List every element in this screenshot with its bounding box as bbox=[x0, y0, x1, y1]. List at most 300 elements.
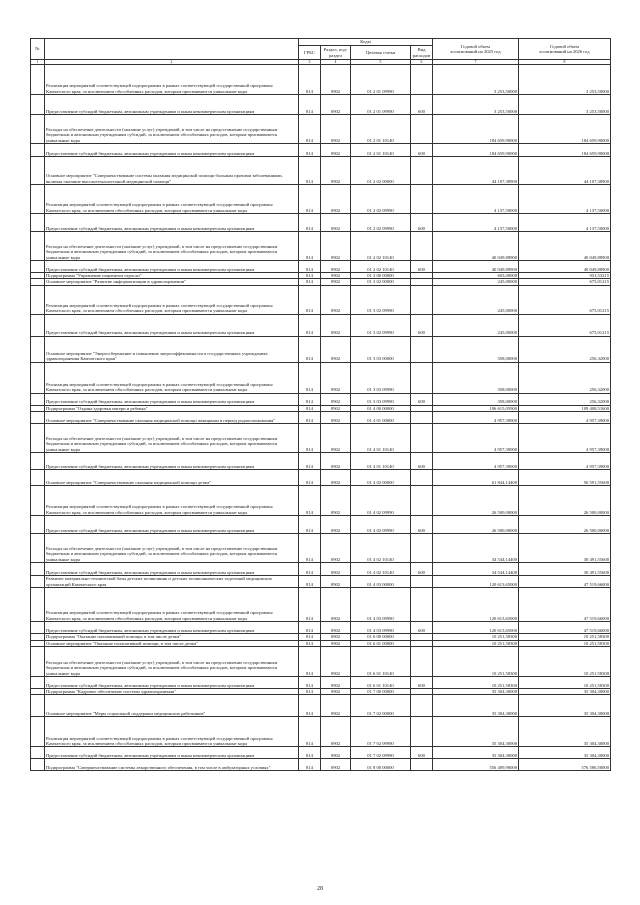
row-volume-2025-cell: 120 613,65000 bbox=[433, 576, 519, 588]
row-number-cell bbox=[31, 759, 45, 771]
row-vr-cell bbox=[411, 588, 433, 622]
row-razdel-cell: 0902 bbox=[321, 677, 351, 689]
row-grbs-cell: 814 bbox=[299, 470, 321, 486]
row-volume-2026-cell: 256,32000 bbox=[519, 362, 611, 393]
row-name-cell: Подпрограмма "Совершенствование системы лекарственного обеспечения, в том числе в амбулаторных условиях" bbox=[45, 759, 299, 771]
row-grbs-cell: 814 bbox=[299, 279, 321, 285]
row-razdel-cell: 0902 bbox=[321, 273, 351, 279]
row-vr-cell bbox=[411, 185, 433, 214]
row-name-cell: Предоставление субсидий бюджетным, автономным учреждениям и иным некоммерческим организациям bbox=[45, 622, 299, 634]
header-razdel: Раздел, под- раздел bbox=[321, 46, 351, 60]
column-index: 5 bbox=[351, 60, 411, 65]
row-vr-cell bbox=[411, 576, 433, 588]
page-number: 28 bbox=[317, 886, 323, 892]
row-name-cell: Реализация мероприятий соответствующей подпрограммы в рамках соответствующей государственной программы Камчатского края, за исключением обособленных расходов, которым присваиваются уникальные коды bbox=[45, 285, 299, 314]
row-vr-cell bbox=[411, 534, 433, 563]
row-grbs-cell: 814 bbox=[299, 576, 321, 588]
row-grbs-cell: 814 bbox=[299, 157, 321, 185]
row-razdel-cell: 0902 bbox=[321, 314, 351, 336]
row-vr-cell bbox=[411, 424, 433, 453]
row-number-cell bbox=[31, 285, 45, 314]
row-csr-cell: 01 4 02 09990 bbox=[351, 486, 411, 516]
row-razdel-cell: 0902 bbox=[321, 453, 351, 470]
table-row bbox=[31, 285, 611, 314]
row-grbs-cell: 814 bbox=[299, 95, 321, 115]
row-name-cell: Расходы на обеспечение деятельности (оказание услуг) учреждений, в том числе на предоставление государственным бюджетным и автономным учреждениям субсидий, за исключением обособленных расходов, которым присваиваются уникальные коды bbox=[45, 424, 299, 453]
row-volume-2026-cell: 10 251,58300 bbox=[519, 677, 611, 689]
row-grbs-cell: 814 bbox=[299, 314, 321, 336]
row-volume-2025-cell: 34 544,14400 bbox=[433, 563, 519, 576]
row-grbs-cell: 814 bbox=[299, 747, 321, 759]
row-razdel-cell: 0902 bbox=[321, 285, 351, 314]
row-csr-cell: 01 7 02 09990 bbox=[351, 747, 411, 759]
row-name-cell: Основное мероприятие "Оказание паллиативной помощи, в том числе детям" bbox=[45, 640, 299, 646]
row-vr-cell bbox=[411, 285, 433, 314]
row-csr-cell: 01 4 01 10140 bbox=[351, 424, 411, 453]
row-number-cell bbox=[31, 516, 45, 534]
table-row bbox=[31, 695, 611, 717]
row-csr-cell: 01 2 01 10140 bbox=[351, 144, 411, 157]
row-csr-cell: 01 4 01 10140 bbox=[351, 453, 411, 470]
row-name-cell: Подпрограмма "Оказание паллиативной помощи, в том числе детям" bbox=[45, 634, 299, 640]
table-row bbox=[31, 115, 611, 144]
row-volume-2026-cell: 256,32000 bbox=[519, 336, 611, 362]
table-row bbox=[31, 717, 611, 747]
row-csr-cell: 01 3 03 09990 bbox=[351, 393, 411, 405]
row-csr-cell: 01 2 02 09990 bbox=[351, 214, 411, 232]
row-vr-cell bbox=[411, 486, 433, 516]
column-index: 1 bbox=[31, 60, 45, 65]
row-csr-cell: 01 2 01 09990 bbox=[351, 65, 411, 95]
row-name-cell: Подпрограмма "Охрана здоровья матери и ребенка" bbox=[45, 405, 299, 411]
row-grbs-cell: 814 bbox=[299, 563, 321, 576]
row-volume-2026-cell: 35 304,30000 bbox=[519, 689, 611, 695]
table-row bbox=[31, 412, 611, 424]
table-row bbox=[31, 747, 611, 759]
row-vr-cell: 600 bbox=[411, 563, 433, 576]
row-csr-cell: 01 4 03 00000 bbox=[351, 576, 411, 588]
row-number-cell bbox=[31, 695, 45, 717]
row-number-cell bbox=[31, 144, 45, 157]
row-grbs-cell: 814 bbox=[299, 232, 321, 261]
row-number-cell bbox=[31, 214, 45, 232]
row-csr-cell: 01 6 00 00000 bbox=[351, 634, 411, 640]
table-row bbox=[31, 759, 611, 771]
row-number-cell bbox=[31, 95, 45, 115]
row-grbs-cell: 814 bbox=[299, 362, 321, 393]
row-vr-cell: 600 bbox=[411, 95, 433, 115]
row-razdel-cell: 0902 bbox=[321, 622, 351, 634]
table-row bbox=[31, 534, 611, 563]
row-name-cell: Предоставление субсидий бюджетным, автономным учреждениям и иным некоммерческим организациям bbox=[45, 95, 299, 115]
row-csr-cell: 01 4 01 00000 bbox=[351, 412, 411, 424]
row-number-cell bbox=[31, 362, 45, 393]
column-index: 7 bbox=[433, 60, 519, 65]
row-number-cell bbox=[31, 424, 45, 453]
row-razdel-cell: 0902 bbox=[321, 640, 351, 646]
row-csr-cell: 01 3 03 00000 bbox=[351, 336, 411, 362]
row-volume-2026-cell: 40 049,88900 bbox=[519, 232, 611, 261]
row-name-cell: Предоставление субсидий бюджетным, автономным учреждениям и иным некоммерческим организациям bbox=[45, 393, 299, 405]
row-number-cell bbox=[31, 412, 45, 424]
row-volume-2025-cell: 35 304,30000 bbox=[433, 717, 519, 747]
row-number-cell bbox=[31, 677, 45, 689]
row-volume-2025-cell: 120 613,65000 bbox=[433, 622, 519, 634]
row-razdel-cell: 0902 bbox=[321, 185, 351, 214]
row-number-cell bbox=[31, 534, 45, 563]
row-razdel-cell: 0902 bbox=[321, 232, 351, 261]
row-vr-cell bbox=[411, 695, 433, 717]
row-number-cell bbox=[31, 486, 45, 516]
row-razdel-cell: 0902 bbox=[321, 405, 351, 411]
row-razdel-cell: 0902 bbox=[321, 214, 351, 232]
row-vr-cell: 600 bbox=[411, 393, 433, 405]
row-razdel-cell: 0902 bbox=[321, 424, 351, 453]
table-row bbox=[31, 185, 611, 214]
row-grbs-cell: 814 bbox=[299, 393, 321, 405]
row-volume-2026-cell: 3 253,50000 bbox=[519, 95, 611, 115]
table-row bbox=[31, 393, 611, 405]
row-razdel-cell: 0902 bbox=[321, 486, 351, 516]
table-row bbox=[31, 144, 611, 157]
row-csr-cell: 01 3 02 00000 bbox=[351, 279, 411, 285]
row-name-cell: Реализация мероприятий соответствующей подпрограммы в рамках соответствующей государственной программы Камчатского края, за исключением обособленных расходов, которым присваиваются уникальные коды bbox=[45, 717, 299, 747]
row-csr-cell: 01 3 00 00000 bbox=[351, 273, 411, 279]
header-volume-2025: Годовой объем ассигнований на 2025 год bbox=[433, 39, 519, 60]
row-volume-2026-cell: 30 491,55600 bbox=[519, 563, 611, 576]
row-volume-2026-cell: 47 519,66000 bbox=[519, 576, 611, 588]
row-volume-2026-cell: 256,32000 bbox=[519, 393, 611, 405]
row-volume-2026-cell: 10 251,58300 bbox=[519, 634, 611, 640]
row-grbs-cell: 814 bbox=[299, 640, 321, 646]
row-grbs-cell: 814 bbox=[299, 185, 321, 214]
row-csr-cell: 01 4 02 09990 bbox=[351, 516, 411, 534]
row-volume-2026-cell: 26 500,00000 bbox=[519, 516, 611, 534]
row-grbs-cell: 814 bbox=[299, 516, 321, 534]
row-volume-2026-cell: 3 253,50000 bbox=[519, 65, 611, 95]
row-name-cell: Развитие материально-технической базы детских поликлиник и детских поликлинических отделений медицинских организаций Камчатского края bbox=[45, 576, 299, 588]
row-volume-2026-cell: 675,01215 bbox=[519, 314, 611, 336]
column-index: 8 bbox=[519, 60, 611, 65]
row-number-cell bbox=[31, 588, 45, 622]
row-volume-2025-cell: 44 107,38900 bbox=[433, 157, 519, 185]
row-volume-2025-cell: 3 253,50000 bbox=[433, 65, 519, 95]
row-razdel-cell: 0902 bbox=[321, 261, 351, 273]
row-name-cell: Реализация мероприятий соответствующей подпрограммы в рамках соответствующей государственной программы Камчатского края, за исключением обособленных расходов, которым присваиваются уникальные коды bbox=[45, 486, 299, 516]
row-name-cell: Расходы на обеспечение деятельности (оказание услуг) учреждений, в том числе на предоставление государственным бюджетным и автономным учреждениям субсидий, за исключением обособленных расходов, которым присваиваются уникальные коды bbox=[45, 647, 299, 677]
row-csr-cell: 01 4 02 00000 bbox=[351, 470, 411, 486]
row-volume-2026-cell: 35 304,30000 bbox=[519, 695, 611, 717]
row-razdel-cell: 0902 bbox=[321, 412, 351, 424]
row-razdel-cell: 0902 bbox=[321, 534, 351, 563]
row-razdel-cell: 0902 bbox=[321, 516, 351, 534]
row-grbs-cell: 814 bbox=[299, 214, 321, 232]
row-vr-cell bbox=[411, 65, 433, 95]
table-row bbox=[31, 157, 611, 185]
row-grbs-cell: 814 bbox=[299, 453, 321, 470]
row-number-cell bbox=[31, 563, 45, 576]
row-csr-cell: 01 8 00 00000 bbox=[351, 759, 411, 771]
row-razdel-cell: 0902 bbox=[321, 362, 351, 393]
row-volume-2025-cell: 34 544,14400 bbox=[433, 534, 519, 563]
row-name-cell: Основное мероприятие "Энергосбережение и повышение энергоэффективности в государственных учреждениях здравоохранения Камчатского края" bbox=[45, 336, 299, 362]
row-vr-cell bbox=[411, 470, 433, 486]
row-volume-2025-cell: 358,00000 bbox=[433, 393, 519, 405]
column-index: 4 bbox=[321, 60, 351, 65]
row-number-cell bbox=[31, 261, 45, 273]
row-grbs-cell: 814 bbox=[299, 424, 321, 453]
column-index: 6 bbox=[411, 60, 433, 65]
row-csr-cell: 01 7 02 09990 bbox=[351, 717, 411, 747]
row-volume-2025-cell: 61 844,14400 bbox=[433, 470, 519, 486]
row-razdel-cell: 0902 bbox=[321, 576, 351, 588]
row-razdel-cell: 0902 bbox=[321, 279, 351, 285]
row-razdel-cell: 0902 bbox=[321, 689, 351, 695]
row-volume-2026-cell: 4 137,50000 bbox=[519, 214, 611, 232]
row-csr-cell: 01 2 01 09990 bbox=[351, 95, 411, 115]
row-csr-cell: 01 4 03 09990 bbox=[351, 588, 411, 622]
row-volume-2025-cell: 10 251,58300 bbox=[433, 640, 519, 646]
row-name-cell: Предоставление субсидий бюджетным, автономным учреждениям и иным некоммерческим организациям bbox=[45, 453, 299, 470]
row-csr-cell: 01 4 00 00000 bbox=[351, 405, 411, 411]
header-name bbox=[45, 39, 299, 60]
row-volume-2025-cell: 26 500,00000 bbox=[433, 516, 519, 534]
row-vr-cell: 600 bbox=[411, 144, 433, 157]
row-volume-2026-cell: 931,53215 bbox=[519, 273, 611, 279]
row-grbs-cell: 814 bbox=[299, 759, 321, 771]
row-number-cell bbox=[31, 314, 45, 336]
header-codes: Коды bbox=[299, 39, 433, 46]
row-number-cell bbox=[31, 157, 45, 185]
row-volume-2026-cell: 10 251,58300 bbox=[519, 640, 611, 646]
row-name-cell: Основное мероприятие "Меры социальной поддержки медицинских работников" bbox=[45, 695, 299, 717]
row-volume-2025-cell: 358,00000 bbox=[433, 362, 519, 393]
row-razdel-cell: 0902 bbox=[321, 115, 351, 144]
row-volume-2025-cell: 245,00000 bbox=[433, 279, 519, 285]
row-vr-cell: 600 bbox=[411, 453, 433, 470]
row-name-cell: Подпрограмма "Управление пациентом отрасли" bbox=[45, 273, 299, 279]
row-vr-cell: 600 bbox=[411, 314, 433, 336]
row-volume-2025-cell: 35 304,30000 bbox=[433, 747, 519, 759]
row-volume-2025-cell: 10 251,58300 bbox=[433, 634, 519, 640]
row-number-cell bbox=[31, 622, 45, 634]
row-name-cell: Предоставление субсидий бюджетным, автономным учреждениям и иным некоммерческим организациям bbox=[45, 516, 299, 534]
row-volume-2026-cell: 675,01215 bbox=[519, 279, 611, 285]
row-volume-2026-cell: 184 659,90000 bbox=[519, 115, 611, 144]
row-razdel-cell: 0902 bbox=[321, 747, 351, 759]
row-name-cell: Реализация мероприятий соответствующей подпрограммы в рамках соответствующей государственной программы Камчатского края, за исключением обособленных расходов, которым присваиваются уникальные коды bbox=[45, 588, 299, 622]
row-name-cell: Основное мероприятие "Совершенствование оказания медицинской помощи женщинам в период родовспоможения" bbox=[45, 412, 299, 424]
row-csr-cell: 01 3 03 09990 bbox=[351, 362, 411, 393]
row-vr-cell bbox=[411, 412, 433, 424]
row-volume-2025-cell: 10 251,58300 bbox=[433, 677, 519, 689]
row-number-cell bbox=[31, 717, 45, 747]
row-volume-2025-cell: 4 957,39000 bbox=[433, 412, 519, 424]
row-name-cell: Предоставление субсидий бюджетным, автономным учреждениям и иным некоммерческим организациям bbox=[45, 563, 299, 576]
table-row bbox=[31, 677, 611, 689]
row-number-cell bbox=[31, 65, 45, 95]
row-name-cell: Предоставление субсидий бюджетным, автономным учреждениям и иным некоммерческим организациям bbox=[45, 314, 299, 336]
header-volume-2026: Годовой объем ассигнований на 2026 год bbox=[519, 39, 611, 60]
row-grbs-cell: 814 bbox=[299, 144, 321, 157]
row-name-cell: Предоставление субсидий бюджетным, автономным учреждениям и иным некоммерческим организациям bbox=[45, 677, 299, 689]
table-row bbox=[31, 647, 611, 677]
row-volume-2025-cell: 10 251,58300 bbox=[433, 647, 519, 677]
row-csr-cell: 01 2 02 00000 bbox=[351, 157, 411, 185]
row-name-cell: Подпрограмма "Кадровое обеспечение системы здравоохранения" bbox=[45, 689, 299, 695]
row-vr-cell: 600 bbox=[411, 747, 433, 759]
table-row bbox=[31, 261, 611, 273]
row-volume-2026-cell: 47 519,66000 bbox=[519, 588, 611, 622]
header-grbs: ГРБС bbox=[299, 46, 321, 60]
row-vr-cell: 600 bbox=[411, 214, 433, 232]
row-grbs-cell: 814 bbox=[299, 261, 321, 273]
row-grbs-cell: 814 bbox=[299, 115, 321, 144]
row-number-cell bbox=[31, 470, 45, 486]
row-volume-2025-cell: 245,00000 bbox=[433, 314, 519, 336]
row-grbs-cell: 814 bbox=[299, 695, 321, 717]
table-row bbox=[31, 470, 611, 486]
row-vr-cell bbox=[411, 759, 433, 771]
row-number-cell bbox=[31, 576, 45, 588]
row-volume-2025-cell: 186 615,05900 bbox=[433, 405, 519, 411]
row-volume-2025-cell: 3 253,50000 bbox=[433, 95, 519, 115]
row-volume-2026-cell: 184 659,90000 bbox=[519, 144, 611, 157]
row-volume-2025-cell: 603,00000 bbox=[433, 273, 519, 279]
row-csr-cell: 01 2 02 10140 bbox=[351, 232, 411, 261]
row-csr-cell: 01 2 02 09990 bbox=[351, 185, 411, 214]
row-grbs-cell: 814 bbox=[299, 677, 321, 689]
row-volume-2026-cell: 47 519,66000 bbox=[519, 622, 611, 634]
row-csr-cell: 01 4 03 09990 bbox=[351, 622, 411, 634]
row-grbs-cell: 814 bbox=[299, 285, 321, 314]
table-row bbox=[31, 622, 611, 634]
row-volume-2025-cell: 4 957,39000 bbox=[433, 424, 519, 453]
row-volume-2026-cell: 675,01215 bbox=[519, 285, 611, 314]
row-razdel-cell: 0902 bbox=[321, 157, 351, 185]
row-name-cell: Основное мероприятие "Совершенствование оказания медицинской помощи детям" bbox=[45, 470, 299, 486]
column-index: 2 bbox=[45, 60, 299, 65]
row-csr-cell: 01 2 01 10140 bbox=[351, 115, 411, 144]
row-volume-2026-cell: 35 304,30000 bbox=[519, 717, 611, 747]
row-razdel-cell: 0902 bbox=[321, 65, 351, 95]
row-volume-2025-cell: 35 304,30000 bbox=[433, 695, 519, 717]
row-vr-cell: 600 bbox=[411, 677, 433, 689]
table-row bbox=[31, 336, 611, 362]
header-csr: Целевая статья bbox=[351, 46, 411, 60]
row-name-cell: Предоставление субсидий бюджетным, автономным учреждениям и иным некоммерческим организациям bbox=[45, 214, 299, 232]
row-grbs-cell: 814 bbox=[299, 273, 321, 279]
row-volume-2025-cell: 4 137,50000 bbox=[433, 185, 519, 214]
budget-table bbox=[30, 38, 611, 771]
table-row bbox=[31, 214, 611, 232]
row-vr-cell bbox=[411, 157, 433, 185]
row-csr-cell: 01 7 00 00000 bbox=[351, 689, 411, 695]
row-volume-2026-cell: 35 304,30000 bbox=[519, 747, 611, 759]
row-grbs-cell: 814 bbox=[299, 486, 321, 516]
row-volume-2026-cell: 4 957,39000 bbox=[519, 412, 611, 424]
row-volume-2025-cell: 4 137,50000 bbox=[433, 214, 519, 232]
row-razdel-cell: 0902 bbox=[321, 588, 351, 622]
row-razdel-cell: 0902 bbox=[321, 336, 351, 362]
budget-table-sheet bbox=[30, 38, 610, 771]
row-razdel-cell: 0902 bbox=[321, 759, 351, 771]
row-razdel-cell: 0902 bbox=[321, 144, 351, 157]
row-number-cell bbox=[31, 453, 45, 470]
row-grbs-cell: 814 bbox=[299, 647, 321, 677]
row-razdel-cell: 0902 bbox=[321, 647, 351, 677]
row-grbs-cell: 814 bbox=[299, 717, 321, 747]
row-name-cell: Расходы на обеспечение деятельности (оказание услуг) учреждений, в том числе на предоставление государственным бюджетным и автономным учреждениям субсидий, за исключением обособленных расходов, которым присваиваются уникальные коды bbox=[45, 115, 299, 144]
table-row bbox=[31, 453, 611, 470]
row-razdel-cell: 0902 bbox=[321, 95, 351, 115]
row-name-cell: Основное мероприятие "Совершенствование системы оказания медицинской помощи больным прочими заболеваниями, включая оказание высокотехнологичной медицинской помощи" bbox=[45, 157, 299, 185]
table-row bbox=[31, 232, 611, 261]
table-row bbox=[31, 65, 611, 95]
row-name-cell: Расходы на обеспечение деятельности (оказание услуг) учреждений, в том числе на предоставление государственным бюджетным и автономным учреждениям субсидий, за исключением обособленных расходов, которым присваиваются уникальные коды bbox=[45, 534, 299, 563]
row-name-cell: Реализация мероприятий соответствующей подпрограммы в рамках соответствующей государственной программы Камчатского края, за исключением обособленных расходов, которым присваиваются уникальные коды bbox=[45, 185, 299, 214]
header-vr: Вид расходов bbox=[411, 46, 433, 60]
table-row bbox=[31, 314, 611, 336]
row-number-cell bbox=[31, 336, 45, 362]
row-name-cell: Основное мероприятие "Развитие информатизации в здравоохранении" bbox=[45, 279, 299, 285]
row-vr-cell bbox=[411, 232, 433, 261]
row-volume-2025-cell: 245,00000 bbox=[433, 285, 519, 314]
row-volume-2025-cell: 40 049,88900 bbox=[433, 232, 519, 261]
row-volume-2025-cell: 358,00000 bbox=[433, 336, 519, 362]
table-row bbox=[31, 588, 611, 622]
table-row bbox=[31, 516, 611, 534]
row-number-cell bbox=[31, 647, 45, 677]
row-grbs-cell: 814 bbox=[299, 588, 321, 622]
row-name-cell: Реализация мероприятий соответствующей подпрограммы в рамках соответствующей государственной программы Камчатского края, за исключением обособленных расходов, которым присваиваются уникальные коды bbox=[45, 65, 299, 95]
row-csr-cell: 01 7 02 00000 bbox=[351, 695, 411, 717]
row-name-cell: Предоставление субсидий бюджетным, автономным учреждениям и иным некоммерческим организациям bbox=[45, 144, 299, 157]
row-csr-cell: 01 2 02 10140 bbox=[351, 261, 411, 273]
row-grbs-cell: 814 bbox=[299, 336, 321, 362]
row-volume-2025-cell: 184 659,90000 bbox=[433, 144, 519, 157]
row-vr-cell bbox=[411, 647, 433, 677]
row-grbs-cell: 814 bbox=[299, 689, 321, 695]
row-csr-cell: 01 4 02 10140 bbox=[351, 534, 411, 563]
table-row bbox=[31, 95, 611, 115]
row-number-cell bbox=[31, 232, 45, 261]
row-razdel-cell: 0902 bbox=[321, 563, 351, 576]
table-row bbox=[31, 424, 611, 453]
row-volume-2026-cell: 4 957,39000 bbox=[519, 453, 611, 470]
table-row bbox=[31, 576, 611, 588]
row-grbs-cell: 814 bbox=[299, 412, 321, 424]
row-number-cell bbox=[31, 185, 45, 214]
row-number-cell bbox=[31, 747, 45, 759]
row-volume-2025-cell: 4 957,39000 bbox=[433, 453, 519, 470]
row-volume-2026-cell: 109 408,51600 bbox=[519, 405, 611, 411]
row-csr-cell: 01 6 01 10140 bbox=[351, 677, 411, 689]
row-grbs-cell: 814 bbox=[299, 622, 321, 634]
row-grbs-cell: 814 bbox=[299, 65, 321, 95]
row-volume-2026-cell: 4 957,39000 bbox=[519, 424, 611, 453]
row-volume-2026-cell: 4 137,50000 bbox=[519, 185, 611, 214]
header-no: № bbox=[31, 39, 45, 60]
row-csr-cell: 01 6 01 10140 bbox=[351, 647, 411, 677]
row-volume-2025-cell: 35 304,30000 bbox=[433, 689, 519, 695]
row-csr-cell: 01 3 02 09990 bbox=[351, 285, 411, 314]
row-vr-cell: 600 bbox=[411, 516, 433, 534]
row-vr-cell bbox=[411, 336, 433, 362]
row-volume-2025-cell: 26 500,00000 bbox=[433, 486, 519, 516]
table-row bbox=[31, 563, 611, 576]
row-name-cell: Расходы на обеспечение деятельности (оказание услуг) учреждений, в том числе на предоставление государственным бюджетным и автономным учреждениям субсидий, за исключением обособленных расходов, которым присваиваются уникальные коды bbox=[45, 232, 299, 261]
